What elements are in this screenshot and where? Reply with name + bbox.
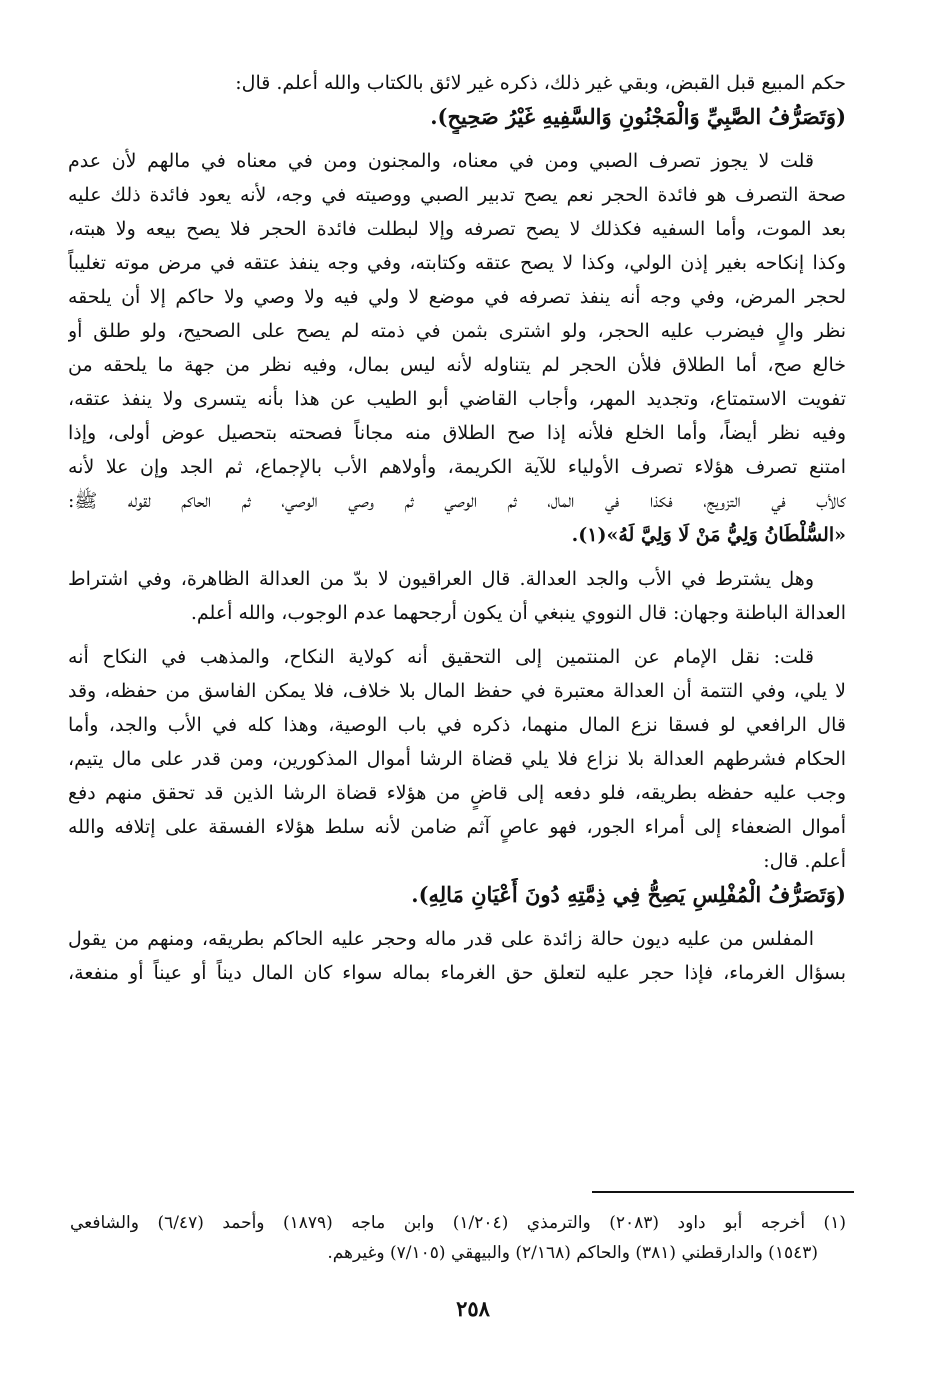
text-line: تفويت الاستمتاع، وتجديد المهر، وأجاب القاضي أبو الطيب عن هذا بأنه يتسرى ولا ينفذ عتقه، — [68, 388, 846, 410]
text-line: امتنع تصرف هؤلاء تصرف الأولياء للآية الكريمة، وأولاهم الأب بالإجماع، ثم الجد وإن علا لأنه — [68, 456, 846, 478]
text-line: بسؤال الغرماء، فإذا حجر عليه لتعلق حق الغرماء بماله سواء كان المال ديناً أو عيناً أو منفعة، — [68, 962, 846, 984]
text-line: وفيه نظر أيضاً، وأما الخلع فلأنه إذا صح الطلاق منه مجاناً فصحته بتحصيل عوض أولى، وإذا — [68, 422, 846, 444]
text-line: حكم المبيع قبل القبض، وبقي غير ذلك، ذكره غير لائق بالكتاب والله أعلم. قال: — [235, 72, 846, 94]
text-line: أعلم. قال: — [763, 850, 846, 872]
text-line: وجب عليه حفظه بطريقه، فلو دفعه إلى قاضٍ من هؤلاء قضاة الرشا الذين قد تحقق منهم دفع — [68, 782, 846, 804]
text-line: وهل يشترط في الأب والجد العدالة. قال العراقيون لا بدّ من العدالة الظاهرة، وفي اشتراط — [68, 568, 814, 590]
text-line: خالع صح، أما الطلاق فلأن الحجر لم يتناوله لأنه ليس بمال، وفيه نظر من جهة ما يلحقه من — [68, 354, 846, 376]
matn-line: (وَتَصَرُّفُ الْمُفْلِسِ يَصِحُّ فِي ذِمَّتِهِ دُونَ أَعْيَانِ مَالِهِ). — [411, 882, 846, 907]
matn-line: (وَتَصَرُّفُ الصَّبِيِّ وَالْمَجْنُونِ وَالسَّفِيهِ غَيْرُ صَحِيحٍ). — [430, 104, 846, 129]
text-line: بعد الموت، وأما السفيه فكذلك لا يصح تصرفه وإلا لبطلت فائدة الحجر فلا يصح بيعه ولا هبته، — [68, 218, 846, 240]
page-number: ٢٥٨ — [456, 1296, 490, 1321]
text-line: نظر والٍ فيضرب عليه الحجر، ولو اشترى بثمن في ذمته لم يصح على الصحيح، ولو طلق أو — [68, 320, 846, 342]
footnote-line-2: (١٥٤٣) والدارقطني (٣٨١) والحاكم (٢/١٦٨) والبيهقي (٧/١٠٥) وغيرهم. — [327, 1243, 818, 1263]
text-line: قلت لا يجوز تصرف الصبي ومن في معناه، والمجنون ومن في معناه في مالهم لأن عدم — [68, 150, 814, 172]
page-body — [68, 66, 846, 990]
hadith-line: «السُّلْطَانُ وَلِيُّ مَنْ لَا وَلِيَّ لَهُ»(١). — [571, 524, 846, 546]
text-line: لا يلي، وفي التتمة أن العدالة معتبرة في حفظ المال بلا خلاف، فلا يمكن الفاسق من حفظه، وقد — [68, 680, 846, 702]
footnotes — [70, 1208, 846, 1268]
text-line: وكذا إنكاحه بغير إذن الولي، وكذا لا يصح عتقه وكتابته، وفي وجه ينفذ عتقه في مرض موته تغليباً — [68, 252, 846, 274]
text-line: أموال الضعفاء إلى أمراء الجور، فهو عاصٍ آثم ضامن لأنه سلط هؤلاء الفسقة على إتلافه والله — [68, 816, 846, 838]
text-line: المفلس من عليه ديون حالة زائدة على قدر ماله وحجر عليه الحاكم بطريقه، ومنهم من يقول — [68, 928, 814, 950]
footnote-divider — [592, 1191, 854, 1193]
text-line: كالأب في التزويج، فكذا في المال، ثم الوصي ثم وصي الوصي، ثم الحاكم لقوله ﷺ: — [68, 490, 846, 512]
text-line: صحة التصرف هو فائدة الحجر نعم يصح تدبير الصبي ووصيته في وجه، لأنه يعود فائدة ذلك عليه — [68, 184, 846, 206]
text-line: الحكام فشرطهم العدالة بلا نزاع فلا يلي قضاة الرشا أموال المذكورين، ومن قدر على مال يتيم، — [68, 748, 846, 770]
text-line: قلت: نقل الإمام عن المنتمين إلى التحقيق أنه كولاية النكاح، والمذهب في النكاح أنه — [68, 646, 814, 668]
text-line: لحجر المرض، وفي وجه أنه ينفذ تصرفه في موضع لا ولي فيه ولا وصي ولا حاكم إلا أن يلحقه — [68, 286, 846, 308]
text-line: قال الرافعي لو فسقا نزع المال منهما، ذكره في باب الوصية، وهذا كله في الأب والجد، وأما — [68, 714, 846, 736]
footnote-line-1: (١) أخرجه أبو داود (٢٠٨٣) والترمذي (١/٢٠٤) وابن ماجه (١٨٧٩) وأحمد (٦/٤٧) والشافعي — [70, 1213, 846, 1233]
text-line: العدالة الباطنة وجهان: قال النووي ينبغي أن يكون أرجحهما عدم الوجوب، والله أعلم. — [190, 602, 846, 624]
